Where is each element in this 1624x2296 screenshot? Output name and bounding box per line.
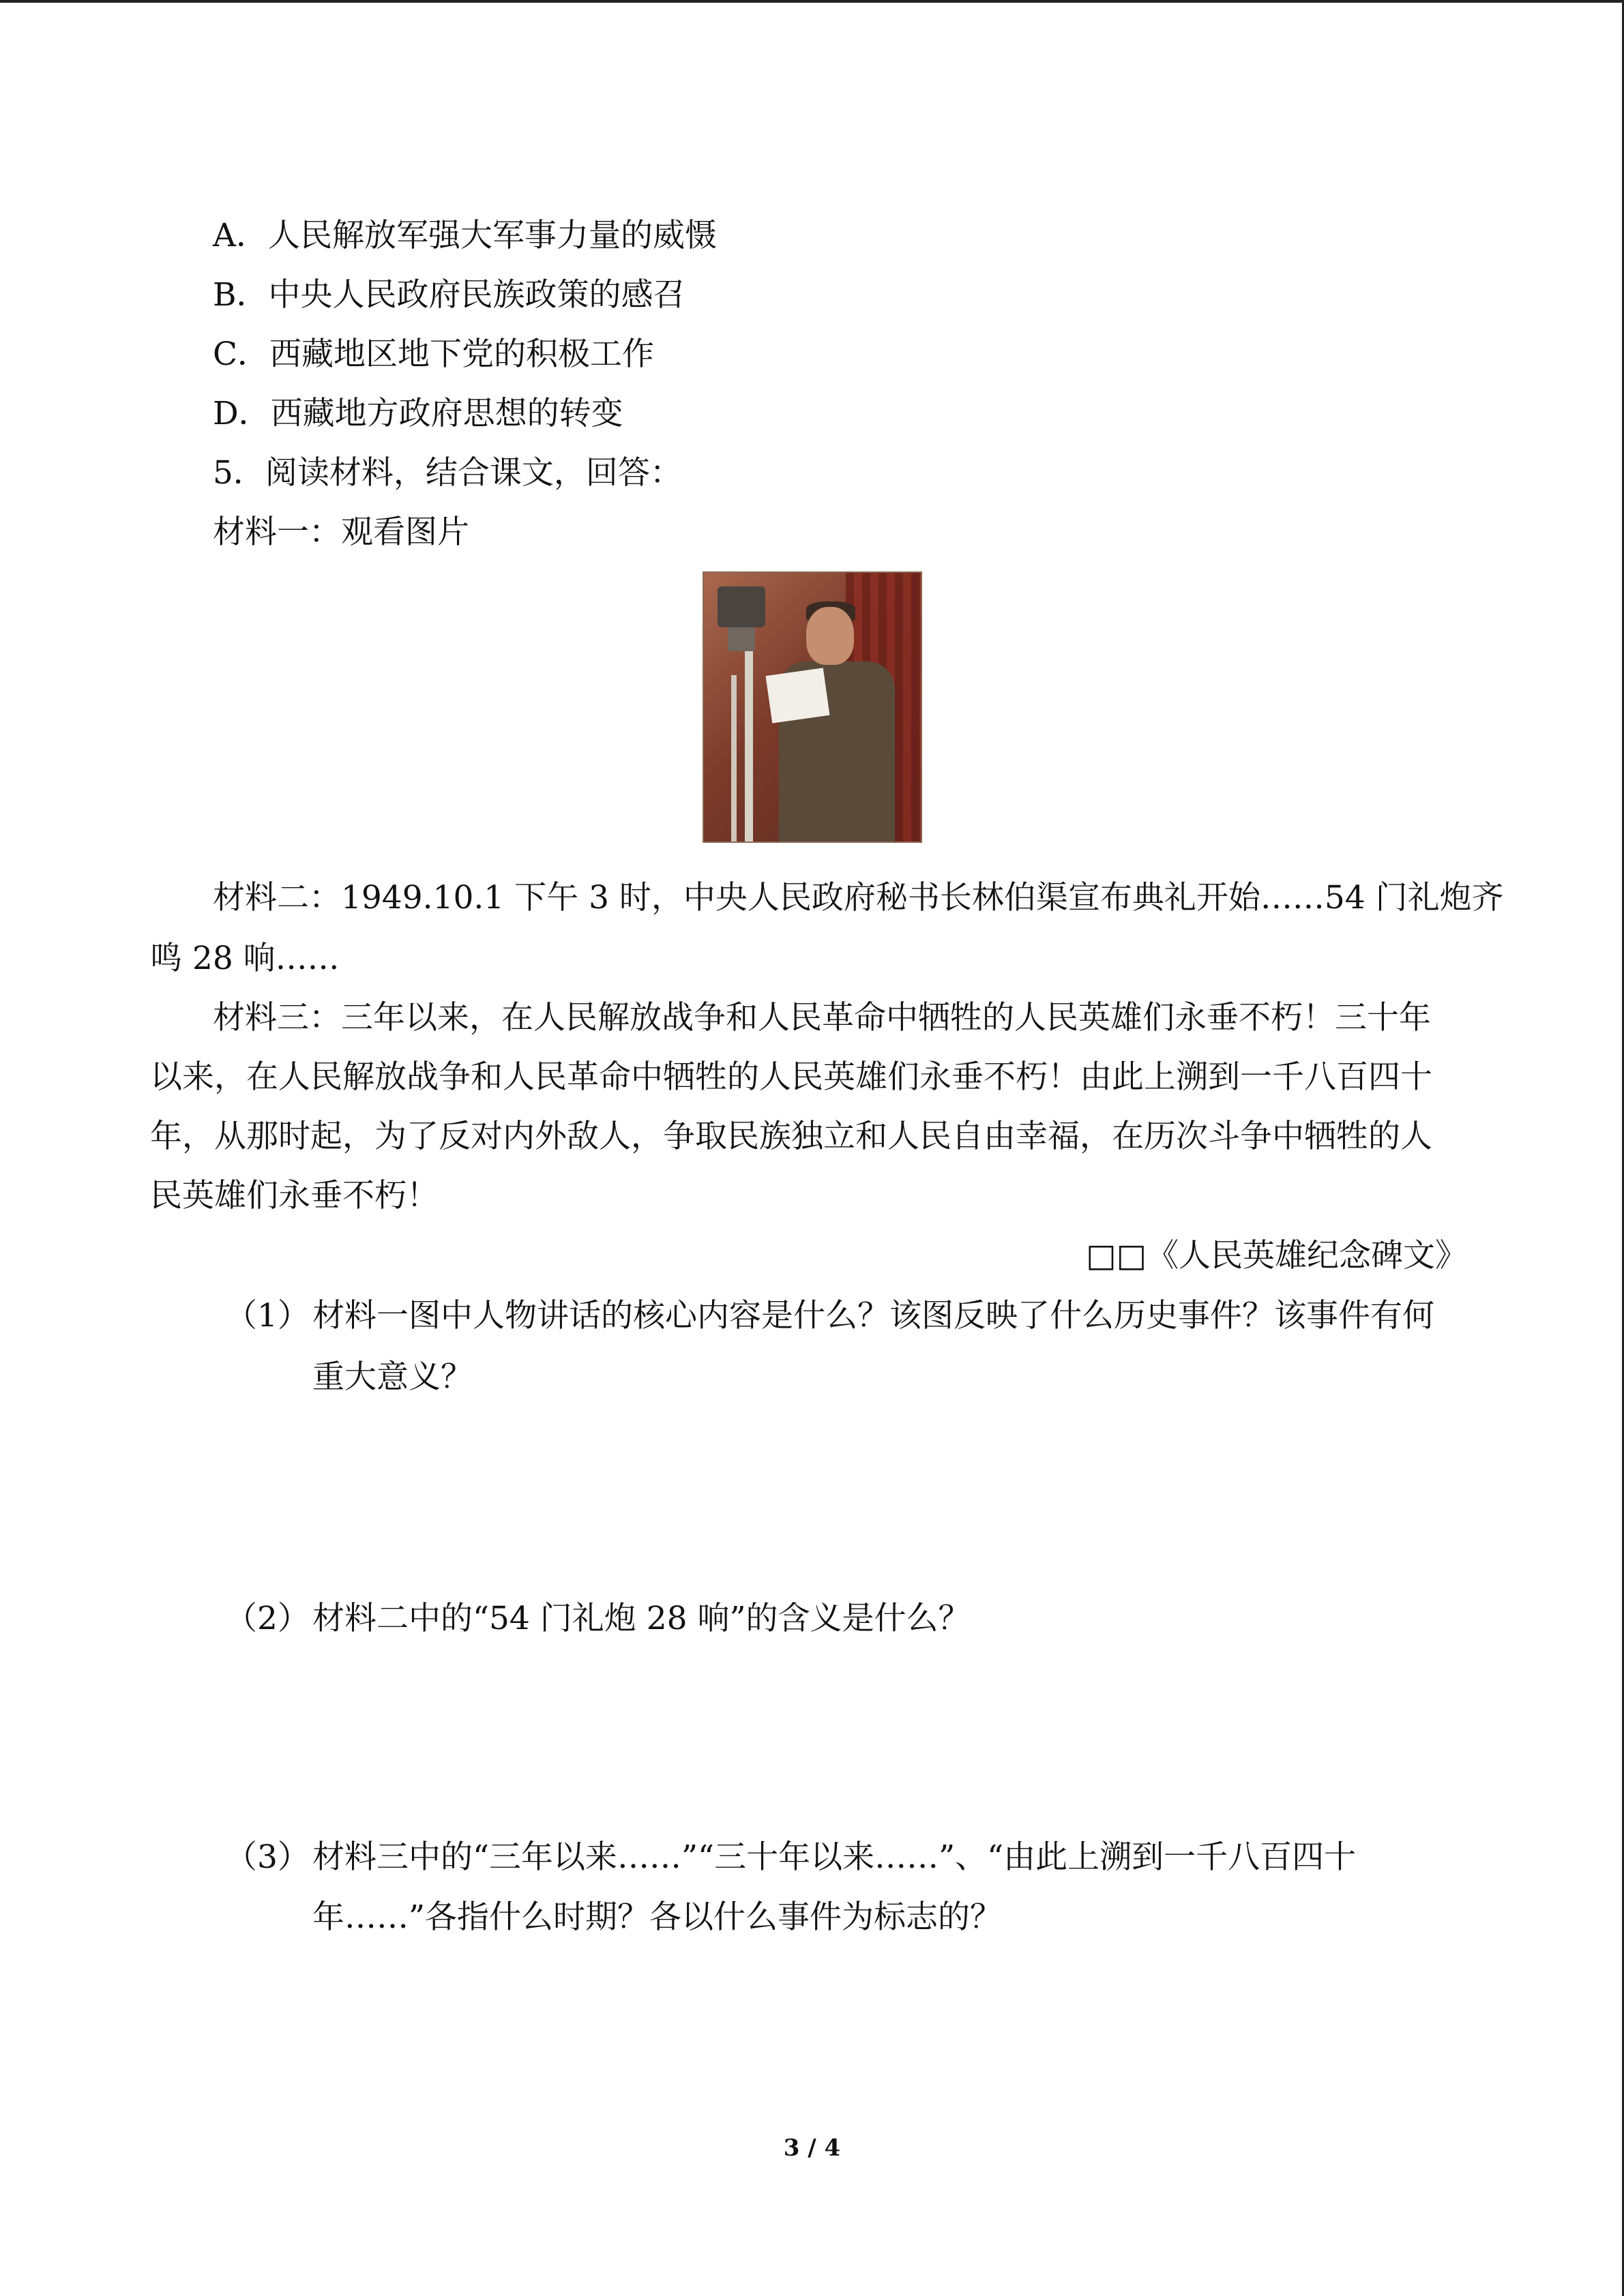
subquestion-1-line-1: 材料一图中人物讲话的核心内容是什么？该图反映了什么历史事件？该事件有何 <box>312 1297 1434 1335</box>
material-3-line-4: 民英雄们永垂不朽！ <box>150 1177 439 1214</box>
material-1-label: 材料一：观看图片 <box>213 513 469 551</box>
subquestion-1-number: （1） <box>225 1297 310 1335</box>
subquestion-3-line-2: 年……”各指什么时期？各以什么事件为标志的？ <box>312 1898 1003 1936</box>
historical-photo <box>703 571 922 843</box>
subquestion-3-line-1: 材料三中的“三年以来……”“三十年以来……”、“由此上溯到一千八百四十 <box>312 1838 1357 1876</box>
material-3-line-2: 以来，在人民解放战争和人民革命中牺牲的人民英雄们永垂不朽！由此上溯到一千八百四十 <box>150 1058 1432 1096</box>
material-2-line-1: 材料二：1949.10.1 下午 3 时，中央人民政府秘书长林伯渠宣布典礼开始……54 门礼炮齐 <box>213 879 1504 916</box>
subquestion-2-number: （2） <box>225 1600 310 1637</box>
material-3-line-3: 年，从那时起，为了反对内外敌人，争取民族独立和人民自由幸福，在历次斗争中牺牲的人 <box>150 1118 1432 1155</box>
subquestion-3-number: （3） <box>225 1838 310 1876</box>
material-3-line-1: 材料三：三年以来，在人民解放战争和人民革命中牺牲的人民英雄们永垂不朽！三十年 <box>213 999 1431 1037</box>
question-5-intro: 5．阅读材料，结合课文，回答： <box>213 454 682 492</box>
option-b: B．中央人民政府民族政策的感召 <box>213 276 685 314</box>
material-2-line-2: 鸣 28 响…… <box>150 940 340 977</box>
subquestion-2-line-1: 材料二中的“54 门礼炮 28 响”的含义是什么？ <box>312 1600 971 1637</box>
top-border <box>0 0 1624 3</box>
subquestion-1-line-2: 重大意义？ <box>312 1358 473 1396</box>
page-number: 3 / 4 <box>783 2134 841 2162</box>
material-3-source: □□《人民英雄纪念碑文》 <box>1086 1237 1467 1274</box>
option-a: A．人民解放军强大军事力量的威慑 <box>213 217 717 254</box>
option-c: C．西藏地区地下党的积极工作 <box>213 336 654 373</box>
option-d: D．西藏地方政府思想的转变 <box>213 395 623 432</box>
